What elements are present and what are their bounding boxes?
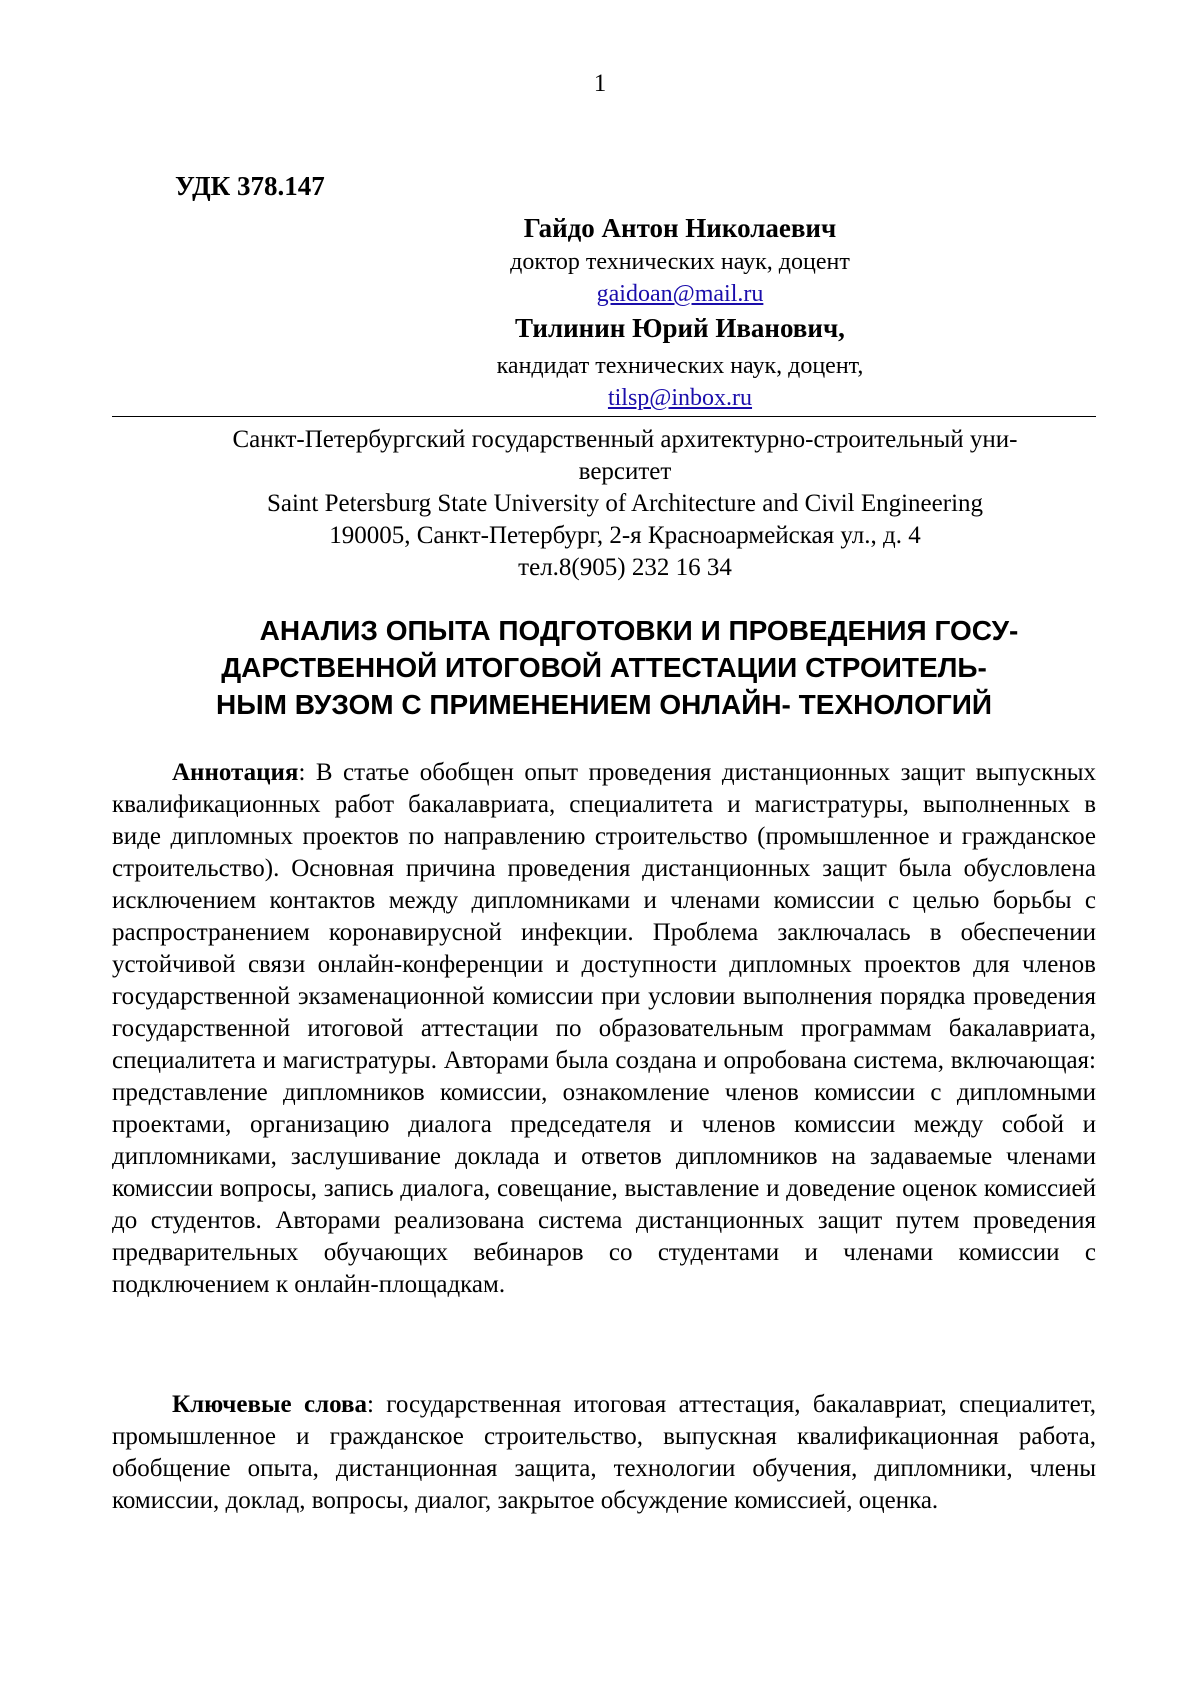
keywords-paragraph — [112, 1389, 1096, 1517]
abstract-label: Аннотация — [172, 759, 299, 786]
title-line: ДАРСТВЕННОЙ ИТОГОВОЙ АТТЕСТАЦИИ СТРОИТЕЛЬ- — [221, 652, 987, 683]
affiliation-block — [175, 424, 1075, 584]
udk-code: УДК 378.147 — [175, 171, 325, 201]
affiliation-line: тел.8(905) 232 16 34 — [518, 554, 732, 581]
affiliation-line: Saint Petersburg State University of Architecture and Civil Engineering — [266, 490, 984, 517]
affiliation-line: Санкт-Петербургский государственный архитектурно-строительный уни- — [232, 426, 1018, 453]
author-name: Гайдо Антон Николаевич — [523, 213, 837, 243]
author-degree: кандидат технических наук, доцент, — [496, 353, 864, 379]
title-line: АНАЛИЗ ОПЫТА ПОДГОТОВКИ И ПРОВЕДЕНИЯ ГОСУ- — [259, 615, 1019, 646]
abstract-text: : В статье обобщен опыт проведения дистанционных защит выпускных квалификационных работ бакалавриата, специалитета и магистратуры, выполненных в виде дипломных проектов по направлению строительство (промышленное и гражданское строительство). Основная причина проведения дистанционных защит была обусловлена исключением контактов между дипломниками и членами комиссии с целью борьбы с распространением коронавирусной инфекции. Проблема заключалась в обеспечении устойчивой связи онлайн-конференции и доступности дипломных проектов для членов государственной экзаменационной комиссии при условии выполнения порядка проведения государственной итоговой аттестации по образовательным программам бакалавриата, специалитета и магистратуры. Авторами была создана и опробована система, включающая: представление дипломников комиссии, ознакомление членов комиссии с дипломными проектами, организацию диалога председателя и членов комиссии между собой и дипломниками, заслушивание доклада и ответов дипломников на задаваемые членами комиссии вопросы, запись диалога, совещание, выставление и доведение оценок комиссией до студентов. Авторами реализована система дистанционных защит путем проведения предварительных обучающих вебинаров со студентами и членами комиссии с подключением к онлайн-площадкам. — [112, 759, 1096, 1298]
author-email-link[interactable]: tilsp@inbox.ru — [607, 385, 753, 411]
title-line: НЫМ ВУЗОМ С ПРИМЕНЕНИЕМ ОНЛАЙН- ТЕХНОЛОГИЙ — [216, 689, 992, 720]
author-email-link[interactable]: gaidoan@mail.ru — [596, 281, 764, 307]
keywords-text: : государственная итоговая аттестация, бакалавриат, специалитет, промышленное и гражданское строительство, выпускная квалификационная работа, обобщение опыта, дистанционная защита, технологии обучения, дипломники, члены комиссии, доклад, вопросы, диалог, закрытое обсуждение комиссией, оценка. — [112, 1391, 1096, 1514]
authors-block — [400, 210, 960, 414]
horizontal-divider — [112, 416, 1096, 417]
affiliation-line: 190005, Санкт-Петербург, 2-я Красноармейская ул., д. 4 — [329, 522, 921, 549]
abstract-paragraph — [112, 757, 1096, 1301]
page-number: 1 — [593, 70, 607, 97]
keywords-label: Ключевые слова — [172, 1391, 367, 1418]
affiliation-line: верситет — [578, 458, 672, 485]
article-title — [112, 612, 1096, 723]
author-name: Тилинин Юрий Иванович, — [515, 313, 845, 343]
author-degree: доктор технических наук, доцент — [510, 249, 850, 275]
